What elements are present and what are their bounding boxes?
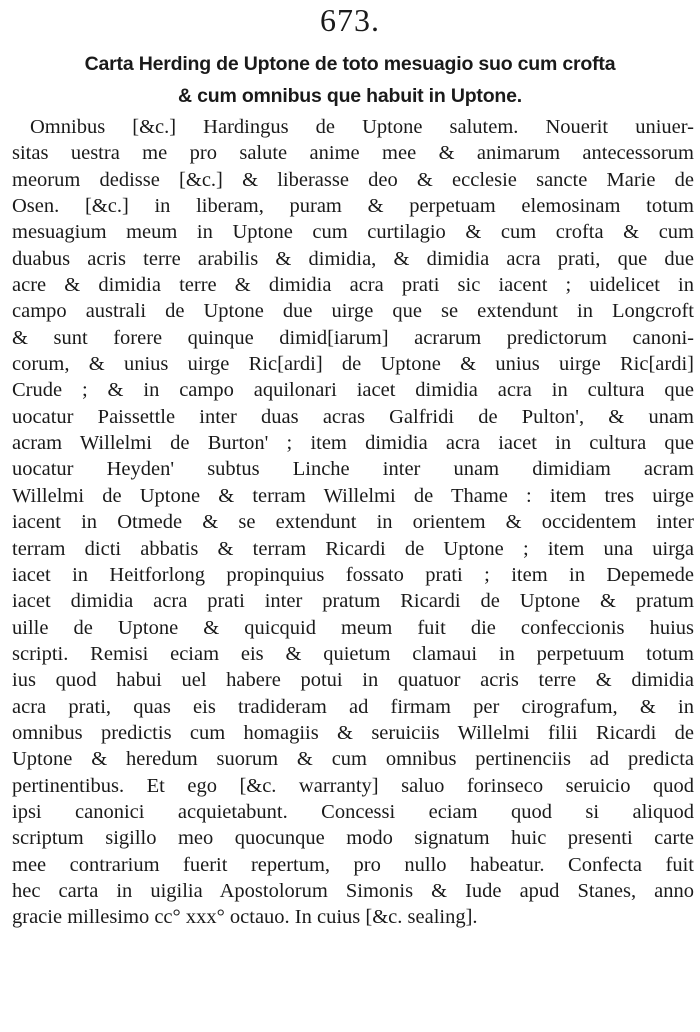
- body-line: acre & dimidia terre & dimidia acra prati sic iacent ; uidelicet in: [12, 274, 694, 297]
- charter-body: [12, 114, 694, 931]
- body-line: & sunt forere quinque dimid[iarum] acrarum predictorum canoni-: [12, 326, 694, 349]
- page-number: 673.: [320, 2, 380, 38]
- body-line: uille de Uptone & quicquid meum fuit die confeccionis huius: [12, 616, 694, 639]
- body-line: Willelmi de Uptone & terram Willelmi de Thame : item tres uirge: [12, 484, 694, 507]
- body-line: mesuagium meum in Uptone cum curtilagio & cum crofta & cum: [12, 221, 694, 244]
- body-line: iacent in Otmede & se extendunt in orientem & occidentem inter: [12, 511, 694, 534]
- body-line: campo australi de Uptone due uirge que se extendunt in Longcroft: [12, 300, 694, 323]
- body-line: pertinentibus. Et ego [&c. warranty] saluo forinseco seruicio quod: [12, 774, 694, 797]
- body-line: sitas uestra me pro salute anime mee & animarum antecessorum: [12, 142, 694, 165]
- body-line: corum, & unius uirge Ric[ardi] de Uptone & unius uirge Ric[ardi]: [12, 353, 694, 376]
- body-line: acram Willelmi de Burton' ; item dimidia acra iacet in cultura que: [12, 432, 694, 455]
- body-line: uocatur Heyden' subtus Linche inter unam dimidiam acram: [12, 458, 694, 481]
- body-line: terram dicti abbatis & terram Ricardi de Uptone ; item una uirga: [12, 537, 694, 560]
- body-line: scriptum sigillo meo quocunque modo signatum huic presenti carte: [12, 827, 694, 850]
- heading-line: Carta Herding de Uptone de toto mesuagio suo cum crofta: [84, 53, 616, 75]
- body-line: scripti. Remisi eciam eis & quietum clamaui in perpetuum totum: [12, 642, 694, 665]
- body-line: Omnibus [&c.] Hardingus de Uptone salutem. Nouerit uniuer-: [30, 116, 694, 138]
- body-line: mee contrarium fuerit repertum, pro nullo habeatur. Confecta fuit: [12, 853, 694, 876]
- body-line: Osen. [&c.] in liberam, puram & perpetuam elemosinam totum: [12, 195, 694, 218]
- body-line: hec carta in uigilia Apostolorum Simonis & Iude apud Stanes, anno: [12, 879, 694, 902]
- body-line: ipsi canonici acquietabunt. Concessi eciam quod si aliquod: [12, 800, 694, 823]
- body-line: gracie millesimo cc° xxx° octauo. In cuius [&c. sealing].: [12, 906, 478, 929]
- body-line: omnibus predictis cum homagiis & seruiciis Willelmi filii Ricardi de: [12, 721, 694, 744]
- charter-heading: [0, 48, 700, 112]
- body-line: iacet dimidia acra prati inter pratum Ricardi de Uptone & pratum: [12, 590, 694, 613]
- body-line: uocatur Paissettle inter duas acras Galfridi de Pulton', & unam: [12, 405, 694, 428]
- body-line: meorum dedisse [&c.] & liberasse deo & ecclesie sancte Marie de: [12, 168, 694, 191]
- body-line: acra prati, quas eis tradideram ad firmam per cirografum, & in: [12, 695, 694, 718]
- body-line: Crude ; & in campo aquilonari iacet dimidia acra in cultura que: [12, 379, 694, 402]
- heading-line: & cum omnibus que habuit in Uptone.: [178, 85, 522, 107]
- body-line: ius quod habui uel habere potui in quatuor acris terre & dimidia: [12, 669, 694, 692]
- body-line: Uptone & heredum suorum & cum omnibus pertinenciis ad predicta: [12, 748, 694, 771]
- body-line: duabus acris terre arabilis & dimidia, & dimidia acra prati, que due: [12, 247, 694, 270]
- body-line: iacet in Heitforlong propinquius fossato prati ; item in Depemede: [12, 563, 694, 586]
